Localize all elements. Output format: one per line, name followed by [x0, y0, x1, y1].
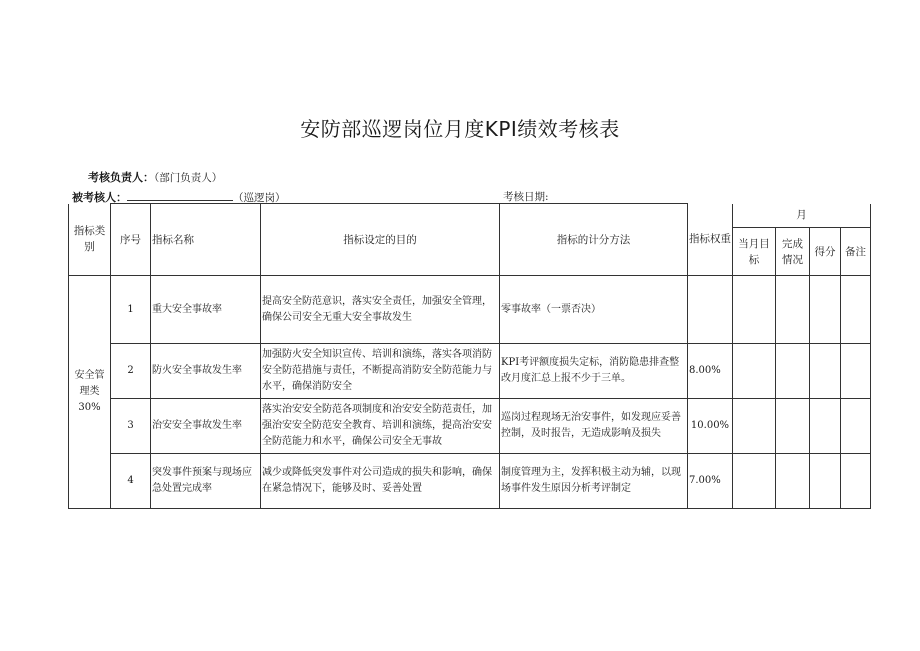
method-cell: KPI考评额度损失定标，消防隐患排查整改月度汇总上报不少于三单。 [500, 344, 688, 399]
note-cell [841, 399, 871, 454]
status-cell [776, 454, 810, 509]
note-cell [841, 344, 871, 399]
score-cell [810, 399, 841, 454]
weight-cell: 8.00% [688, 344, 733, 399]
note-cell [841, 276, 871, 344]
header-target: 当月目标 [733, 228, 776, 276]
reviewer-label: 考核负责人： [88, 171, 154, 184]
header-note: 备注 [841, 228, 871, 276]
table-row [69, 276, 871, 344]
purpose-cell: 落实治安安全防范各项制度和治安安全防范责任，加强治安安全防范安全教育、培训和演练，提高治安安全防范能力和水平，确保公司安全无事故 [261, 399, 500, 454]
status-cell [776, 276, 810, 344]
table-row [69, 399, 871, 454]
name-cell: 治安安全事故发生率 [151, 399, 261, 454]
purpose-cell: 减少或降低突发事件对公司造成的损失和影响，确保在紧急情况下，能够及时、妥善处置 [261, 454, 500, 509]
reviewee-blank [127, 190, 233, 201]
table-row [69, 454, 871, 509]
header-month: 月 [733, 204, 871, 228]
header-purpose: 指标设定的目的 [261, 204, 500, 276]
score-cell [810, 454, 841, 509]
header-method: 指标的计分方法 [500, 204, 688, 276]
note-cell [841, 454, 871, 509]
header-category: 指标类别 [69, 204, 111, 276]
header-score: 得分 [810, 228, 841, 276]
header-weight: 指标权重 [688, 204, 733, 276]
header-name: 指标名称 [151, 204, 261, 276]
score-cell [810, 276, 841, 344]
method-cell: 制度管理为主，发挥积极主动为辅，以现场事件发生原因分析考评制定 [500, 454, 688, 509]
weight-cell [688, 276, 733, 344]
reviewer-value: （部门负责人） [154, 172, 223, 184]
method-cell: 零事故率（一票否决） [500, 276, 688, 344]
status-cell [776, 344, 810, 399]
name-cell: 重大安全事故率 [151, 276, 261, 344]
weight-cell: 7.00% [688, 454, 733, 509]
category-cell: 安全管理类30% [69, 276, 111, 509]
date-label: 考核日期: [503, 191, 549, 203]
page-title: 安防部巡逻岗位月度KPI绩效考核表 [300, 117, 620, 141]
seq-cell: 2 [111, 344, 151, 399]
reviewer-line [88, 169, 222, 185]
seq-cell: 1 [111, 276, 151, 344]
score-cell [810, 344, 841, 399]
seq-cell: 3 [111, 399, 151, 454]
method-cell: 巡岗过程现场无治安事件，如发现应妥善控制，及时报告，无造成影响及损失 [500, 399, 688, 454]
purpose-cell: 提高安全防范意识，落实安全责任，加强安全管理，确保公司安全无重大安全事故发生 [261, 276, 500, 344]
weight-cell: 10.00% [688, 399, 733, 454]
target-cell [733, 276, 776, 344]
header-seq: 序号 [111, 204, 151, 276]
name-cell: 突发事件预案与现场应急处置完成率 [151, 454, 261, 509]
table-row [69, 344, 871, 399]
target-cell [733, 399, 776, 454]
header-status: 完成情况 [776, 228, 810, 276]
target-cell [733, 344, 776, 399]
seq-cell: 4 [111, 454, 151, 509]
reviewee-value: （巡逻岗） [233, 192, 286, 204]
header-row [69, 204, 871, 228]
reviewee-label: 被考核人： [72, 191, 127, 204]
date-line [503, 189, 549, 204]
name-cell: 防火安全事故发生率 [151, 344, 261, 399]
kpi-table [68, 203, 871, 509]
status-cell [776, 399, 810, 454]
target-cell [733, 454, 776, 509]
purpose-cell: 加强防火安全知识宣传、培训和演练，落实各项消防安全防范措施与责任，不断提高消防安全防范能力与水平，确保消防安全 [261, 344, 500, 399]
